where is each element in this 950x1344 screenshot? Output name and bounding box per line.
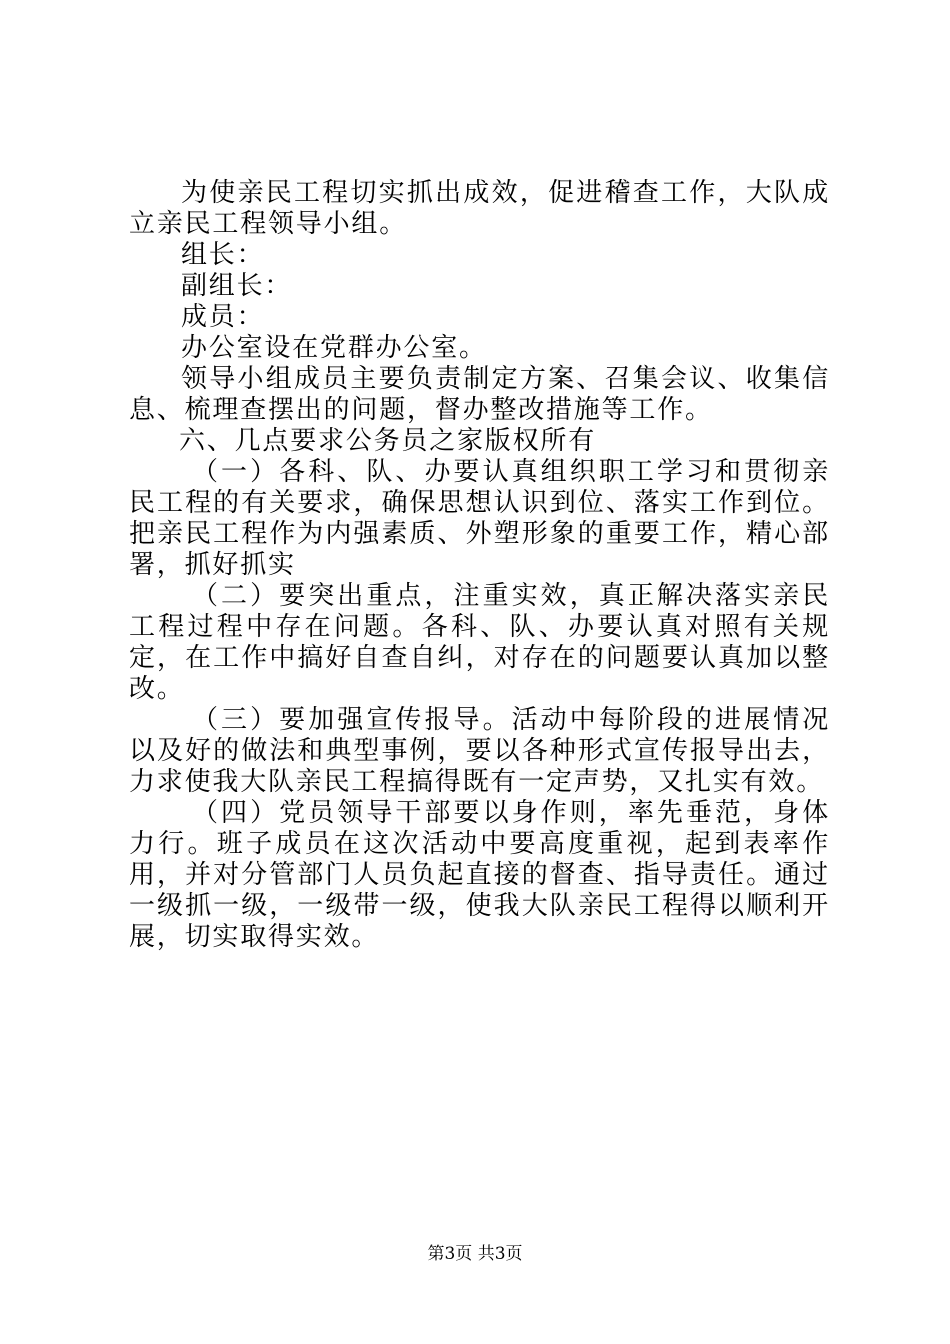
page-number-footer: 第3页 共3页 [427, 1244, 523, 1264]
paragraph-group-leader: 组长： [181, 240, 265, 270]
paragraph-members: 成员： [181, 302, 265, 332]
paragraph-office: 办公室设在党群办公室。 [181, 333, 487, 363]
paragraph-requirement-4: （四）党员领导干部要以身作则，率先垂范，身体力行。班子成员在这次活动中要高度重视，起到表率作用，并对分管部门人员负起直接的督查、指导责任。通过一级抓一级，一级带一级，使我大队亲民工程得以顺利开展，切实取得实效。 [129, 798, 830, 952]
paragraph-requirement-1: （一）各科、队、办要认真组织职工学习和贯彻亲民工程的有关要求，确保思想认识到位、落实工作到位。把亲民工程作为内强素质、外塑形象的重要工作，精心部署，抓好抓实 [129, 457, 830, 580]
document-body [129, 178, 830, 953]
paragraph-requirement-3: （三）要加强宣传报导。活动中每阶段的进展情况以及好的做法和典型事例，要以各种形式宣传报导出去，力求使我大队亲民工程搞得既有一定声势，又扎实有效。 [129, 705, 830, 797]
paragraph-requirement-2: （二）要突出重点，注重实效，真正解决落实亲民工程过程中存在问题。各科、队、办要认真对照有关规定，在工作中搞好自查自纠，对存在的问题要认真加以整改。 [129, 581, 830, 704]
paragraph-deputy-leader: 副组长： [181, 271, 293, 301]
paragraph-intro: 为使亲民工程切实抓出成效，促进稽查工作，大队成立亲民工程领导小组。 [129, 178, 830, 239]
section-heading-requirements: 六、几点要求公务员之家版权所有 [179, 426, 597, 456]
paragraph-responsibilities: 领导小组成员主要负责制定方案、召集会议、收集信息、梳理查摆出的问题，督办整改措施等工作。 [129, 364, 830, 425]
